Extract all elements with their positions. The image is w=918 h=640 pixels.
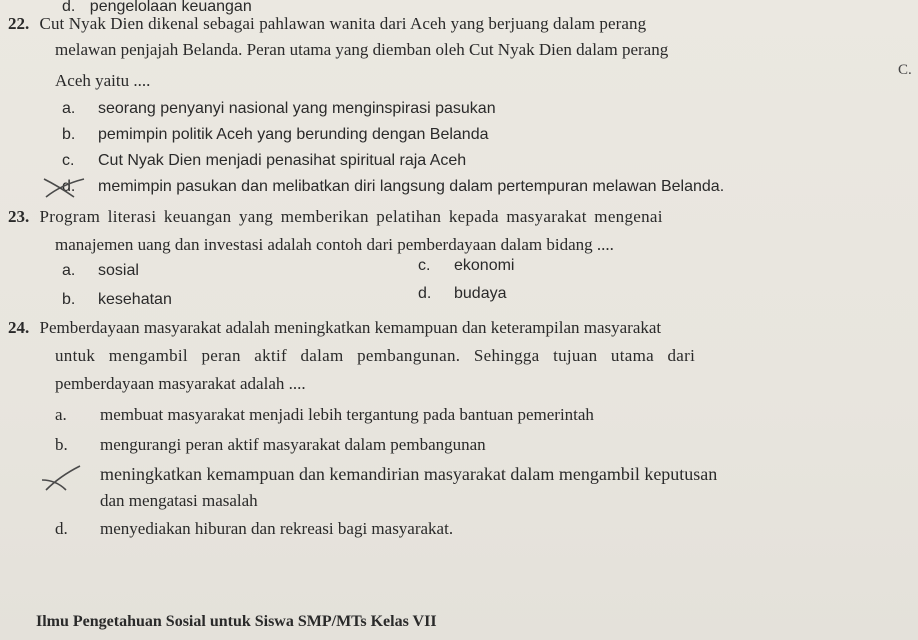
option-text: membuat masyarakat menjadi lebih tergantung pada bantuan pemerintah [100, 405, 594, 424]
q24-line-3: pemberdayaan masyarakat adalah .... [55, 374, 306, 393]
q23-number: 23. [8, 207, 30, 226]
q22-line-1 [8, 14, 646, 34]
option-text: mengurangi peran aktif masyarakat dalam pembangunan [100, 435, 486, 454]
q22-option-b [62, 125, 489, 145]
q23-text-1: Program literasi keuangan yang memberikan pelatihan kepada masyarakat mengenai [39, 207, 663, 226]
q23-option-b [62, 290, 172, 310]
q24-line-1 [8, 318, 661, 338]
option-letter: d. [62, 178, 76, 195]
q24-option-c-cont: dan mengatasi masalah [100, 491, 258, 510]
option-letter: d. [418, 285, 432, 302]
option-letter: b. [55, 435, 68, 454]
option-text: Cut Nyak Dien menjadi penasihat spiritual raja Aceh [98, 152, 467, 169]
option-text: pengelolaan keuangan [89, 0, 252, 15]
option-text: menyediakan hiburan dan rekreasi bagi masyarakat. [100, 519, 454, 538]
option-letter: b. [62, 291, 76, 308]
q23-option-c [418, 256, 515, 276]
q22-option-a [62, 99, 496, 119]
q22-number: 22. [8, 14, 30, 33]
option-text: seorang penyanyi nasional yang menginspirasi pasukan [98, 100, 496, 117]
option-letter: d. [55, 519, 68, 538]
q23-line-1 [8, 207, 663, 227]
q23-option-d [418, 284, 507, 304]
q24-text-1: Pemberdayaan masyarakat adalah meningkatkan kemampuan dan keterampilan masyarakat [39, 318, 662, 337]
footer-book-title: Ilmu Pengetahuan Sosial untuk Siswa SMP/MTs Kelas VII [36, 613, 437, 630]
q23-line-2: manajemen uang dan investasi adalah contoh dari pemberdayaan dalam bidang .... [55, 235, 614, 254]
q22-line-3: Aceh yaitu .... [55, 71, 151, 90]
option-text: pemimpin politik Aceh yang berunding dengan Belanda [98, 126, 489, 143]
q24-line-2: untuk mengambil peran aktif dalam pembangunan. Sehingga tujuan utama dari [55, 346, 696, 365]
option-letter: b. [62, 126, 76, 143]
q24-option-a [55, 405, 594, 425]
option-letter: c. [62, 152, 75, 169]
option-text: budaya [454, 285, 507, 302]
option-text: ekonomi [454, 257, 515, 274]
option-letter: a. [62, 262, 76, 279]
option-text: kesehatan [98, 291, 172, 308]
q22-option-c [62, 151, 467, 171]
q24-option-c [100, 464, 717, 484]
option-text: memimpin pasukan dan melibatkan diri langsung dalam pertempuran melawan Belanda. [98, 178, 725, 195]
q24-number: 24. [8, 318, 30, 337]
option-text: meningkatkan kemampuan dan kemandirian masyarakat dalam mengambil keputusan [100, 464, 718, 484]
option-letter: a. [62, 100, 76, 117]
answer-cross-mark [36, 462, 86, 492]
margin-letter-c: C. [898, 62, 912, 78]
answer-cross-mark [40, 176, 88, 200]
q22-line-2: melawan penjajah Belanda. Peran utama yang diemban oleh Cut Nyak Dien dalam perang [55, 40, 669, 59]
q24-option-b [55, 435, 486, 455]
option-letter: c. [418, 257, 431, 274]
option-letter: a. [55, 405, 67, 424]
option-letter: d. [62, 0, 76, 15]
q23-option-a [62, 261, 139, 281]
option-text: sosial [98, 262, 139, 279]
q22-text-1: Cut Nyak Dien dikenal sebagai pahlawan wanita dari Aceh yang berjuang dalam perang [39, 14, 647, 33]
q24-option-d [55, 519, 454, 539]
